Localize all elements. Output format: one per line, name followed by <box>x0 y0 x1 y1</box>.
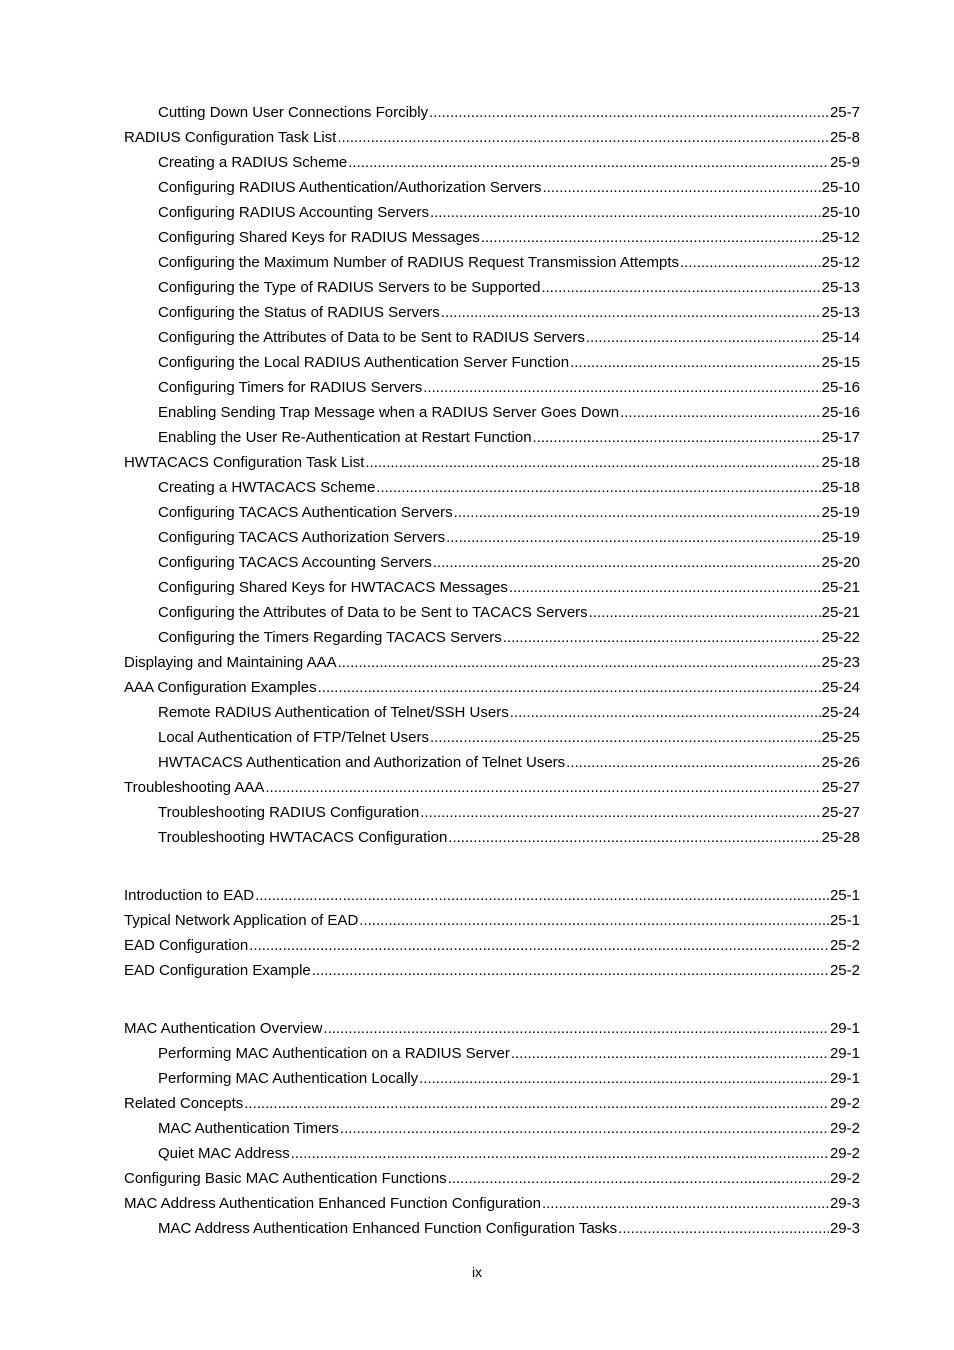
dot-leader <box>541 275 820 300</box>
toc-entry-page: 25-24 <box>821 704 860 721</box>
toc-section <box>124 100 860 850</box>
toc-entry-page: 25-2 <box>829 937 860 954</box>
dot-leader <box>430 725 821 750</box>
toc-entry-title: Configuring the Attributes of Data to be Sent to RADIUS Servers <box>158 329 585 346</box>
toc-entry[interactable] <box>124 933 860 958</box>
toc-entry[interactable] <box>124 825 860 850</box>
dot-leader <box>338 650 821 675</box>
toc-entry-page: 25-18 <box>821 454 860 471</box>
toc-entry-page: 29-1 <box>829 1020 860 1037</box>
toc-entry[interactable] <box>124 1141 860 1166</box>
toc-entry[interactable] <box>124 225 860 250</box>
dot-leader <box>680 250 821 275</box>
toc-entry-page: 29-1 <box>829 1070 860 1087</box>
toc-entry[interactable] <box>124 1041 860 1066</box>
toc-entry-title: Configuring Shared Keys for HWTACACS Messages <box>158 579 508 596</box>
toc-entry-page: 25-22 <box>821 629 860 646</box>
toc-entry[interactable] <box>124 475 860 500</box>
toc-entry[interactable] <box>124 275 860 300</box>
toc-entry-title: MAC Authentication Overview <box>124 1020 323 1037</box>
dot-leader <box>359 908 829 933</box>
dot-leader <box>337 125 829 150</box>
dot-leader <box>481 225 821 250</box>
toc-entry-title: Performing MAC Authentication Locally <box>158 1070 419 1087</box>
dot-leader <box>618 1216 829 1241</box>
dot-leader <box>419 1066 829 1091</box>
toc-entry-page: 25-23 <box>821 654 860 671</box>
toc-entry[interactable] <box>124 250 860 275</box>
toc-entry-page: 25-24 <box>821 679 860 696</box>
toc-entry[interactable] <box>124 600 860 625</box>
toc-entry-title: Configuring Shared Keys for RADIUS Messages <box>158 229 480 246</box>
toc-entry-page: 25-27 <box>821 779 860 796</box>
toc-entry-page: 29-2 <box>829 1145 860 1162</box>
toc-entry-page: 29-2 <box>829 1095 860 1112</box>
dot-leader <box>542 1191 829 1216</box>
dot-leader <box>620 400 821 425</box>
toc-entry-page: 25-12 <box>821 229 860 246</box>
toc-entry[interactable] <box>124 775 860 800</box>
toc-entry-page: 25-8 <box>829 129 860 146</box>
dot-leader <box>291 1141 829 1166</box>
dot-leader <box>249 933 829 958</box>
toc-entry-title: Configuring the Status of RADIUS Servers <box>158 304 440 321</box>
toc-entry-title: Configuring TACACS Authentication Servers <box>158 504 453 521</box>
toc-entry-page: 25-18 <box>821 479 860 496</box>
toc-entry-title: Enabling Sending Trap Message when a RADIUS Server Goes Down <box>158 404 620 421</box>
toc-entry-page: 29-3 <box>829 1220 860 1237</box>
toc-entry-title: Quiet MAC Address <box>158 1145 290 1162</box>
toc-entry-page: 25-9 <box>829 154 860 171</box>
toc-entry[interactable] <box>124 675 860 700</box>
dot-leader <box>420 800 820 825</box>
dot-leader <box>323 1016 829 1041</box>
toc-entry-title: Displaying and Maintaining AAA <box>124 654 337 671</box>
toc-entry-page: 29-3 <box>829 1195 860 1212</box>
toc-entry-title: Configuring TACACS Authorization Servers <box>158 529 446 546</box>
page-number: ix <box>471 1264 483 1280</box>
dot-leader <box>543 175 821 200</box>
toc-entry-title: AAA Configuration Examples <box>124 679 317 696</box>
toc-entry[interactable] <box>124 350 860 375</box>
toc-entry-title: MAC Address Authentication Enhanced Function Configuration <box>124 1195 541 1212</box>
dot-leader <box>255 883 829 908</box>
toc-entry-title: Enabling the User Re-Authentication at Restart Function <box>158 429 532 446</box>
toc-section <box>124 883 860 983</box>
toc-entry[interactable] <box>124 150 860 175</box>
toc-entry-title: Configuring RADIUS Authentication/Authorization Servers <box>158 179 542 196</box>
dot-leader <box>348 150 829 175</box>
dot-leader <box>429 100 829 125</box>
toc-entry-title: Configuring TACACS Accounting Servers <box>158 554 432 571</box>
toc-entry[interactable] <box>124 525 860 550</box>
dot-leader <box>533 425 821 450</box>
toc-entry-page: 29-1 <box>829 1045 860 1062</box>
toc-entry-page: 29-2 <box>829 1120 860 1137</box>
dot-leader <box>318 675 821 700</box>
toc-entry[interactable] <box>124 650 860 675</box>
toc-entry-page: 25-20 <box>821 554 860 571</box>
toc-entry-page: 25-21 <box>821 579 860 596</box>
toc-entry[interactable] <box>124 725 860 750</box>
toc-entry-title: EAD Configuration Example <box>124 962 311 979</box>
dot-leader <box>511 1041 829 1066</box>
toc-entry[interactable] <box>124 1091 860 1116</box>
dot-leader <box>433 550 821 575</box>
toc-entry[interactable] <box>124 100 860 125</box>
toc-entry-title: MAC Authentication Timers <box>158 1120 339 1137</box>
toc-entry-page: 25-10 <box>821 179 860 196</box>
toc-entry[interactable] <box>124 1166 860 1191</box>
toc-entry-page: 25-16 <box>821 379 860 396</box>
toc-entry-page: 25-26 <box>821 754 860 771</box>
toc-entry-page: 25-2 <box>829 962 860 979</box>
toc-entry-title: Troubleshooting RADIUS Configuration <box>158 804 420 821</box>
dot-leader <box>454 500 821 525</box>
toc-entry-page: 25-12 <box>821 254 860 271</box>
toc-entry-title: Cutting Down User Connections Forcibly <box>158 104 429 121</box>
dot-leader <box>340 1116 829 1141</box>
toc-entry-title: Configuring Timers for RADIUS Servers <box>158 379 423 396</box>
dot-leader <box>365 450 820 475</box>
toc-entry-title: Configuring the Maximum Number of RADIUS Request Transmission Attempts <box>158 254 680 271</box>
toc-entry[interactable] <box>124 1191 860 1216</box>
dot-leader <box>423 375 820 400</box>
toc-entry-page: 25-21 <box>821 604 860 621</box>
toc-entry-title: EAD Configuration <box>124 937 249 954</box>
dot-leader <box>503 625 821 650</box>
toc-entry-title: Troubleshooting AAA <box>124 779 265 796</box>
toc-entry-page: 29-2 <box>829 1170 860 1187</box>
toc-entry[interactable] <box>124 400 860 425</box>
dot-leader <box>376 475 820 500</box>
toc-entry-title: Configuring the Timers Regarding TACACS Servers <box>158 629 502 646</box>
dot-leader <box>566 750 820 775</box>
toc-entry-page: 25-7 <box>829 104 860 121</box>
toc-entry[interactable] <box>124 575 860 600</box>
toc-entry[interactable] <box>124 800 860 825</box>
toc-entry[interactable] <box>124 375 860 400</box>
toc-entry-title: Local Authentication of FTP/Telnet Users <box>158 729 429 746</box>
toc-entry-title: Creating a HWTACACS Scheme <box>158 479 376 496</box>
toc-entry-title: Configuring the Type of RADIUS Servers to be Supported <box>158 279 541 296</box>
dot-leader <box>509 575 821 600</box>
toc-entry[interactable] <box>124 175 860 200</box>
toc-entry-title: HWTACACS Configuration Task List <box>124 454 365 471</box>
toc-entry-page: 25-15 <box>821 354 860 371</box>
toc-entry[interactable] <box>124 700 860 725</box>
toc-entry-page: 25-27 <box>821 804 860 821</box>
toc-section <box>124 1016 860 1241</box>
toc-entry[interactable] <box>124 1066 860 1091</box>
dot-leader <box>430 200 821 225</box>
toc-entry[interactable] <box>124 625 860 650</box>
toc-entry-page: 25-10 <box>821 204 860 221</box>
toc-entry-page: 25-19 <box>821 504 860 521</box>
toc-entry-page: 25-13 <box>821 279 860 296</box>
toc-entry-title: Performing MAC Authentication on a RADIUS Server <box>158 1045 510 1062</box>
toc-entry-title: Creating a RADIUS Scheme <box>158 154 348 171</box>
toc-entry[interactable] <box>124 1116 860 1141</box>
toc-entry[interactable] <box>124 200 860 225</box>
toc-entry-page: 25-25 <box>821 729 860 746</box>
toc-entry[interactable] <box>124 1216 860 1241</box>
dot-leader <box>448 825 820 850</box>
toc-entry[interactable] <box>124 325 860 350</box>
toc-entry[interactable] <box>124 500 860 525</box>
toc-entry[interactable] <box>124 425 860 450</box>
dot-leader <box>570 350 821 375</box>
toc-entry[interactable] <box>124 908 860 933</box>
toc-entry-title: Configuring RADIUS Accounting Servers <box>158 204 429 221</box>
toc-entry-title: Remote RADIUS Authentication of Telnet/SSH Users <box>158 704 509 721</box>
table-of-contents <box>124 100 860 1241</box>
toc-entry-title: MAC Address Authentication Enhanced Function Configuration Tasks <box>158 1220 618 1237</box>
toc-entry-title: HWTACACS Authentication and Authorization of Telnet Users <box>158 754 566 771</box>
toc-entry-page: 25-1 <box>829 887 860 904</box>
toc-entry[interactable] <box>124 125 860 150</box>
toc-entry[interactable] <box>124 750 860 775</box>
dot-leader <box>510 700 821 725</box>
toc-entry-title: Troubleshooting HWTACACS Configuration <box>158 829 448 846</box>
toc-entry-title: Configuring the Attributes of Data to be Sent to TACACS Servers <box>158 604 588 621</box>
dot-leader <box>446 525 821 550</box>
toc-entry-title: Configuring Basic MAC Authentication Functions <box>124 1170 447 1187</box>
toc-entry-title: Configuring the Local RADIUS Authentication Server Function <box>158 354 570 371</box>
toc-entry[interactable] <box>124 883 860 908</box>
dot-leader <box>265 775 820 800</box>
dot-leader <box>441 300 821 325</box>
toc-entry-page: 25-28 <box>821 829 860 846</box>
toc-entry-page: 25-1 <box>829 912 860 929</box>
dot-leader <box>312 958 829 983</box>
toc-entry-page: 25-14 <box>821 329 860 346</box>
toc-entry-page: 25-13 <box>821 304 860 321</box>
toc-entry-title: Introduction to EAD <box>124 887 255 904</box>
dot-leader <box>244 1091 829 1116</box>
dot-leader <box>589 600 821 625</box>
toc-entry-title: Related Concepts <box>124 1095 244 1112</box>
toc-entry[interactable] <box>124 1016 860 1041</box>
toc-entry-page: 25-17 <box>821 429 860 446</box>
toc-entry-page: 25-16 <box>821 404 860 421</box>
toc-entry[interactable] <box>124 300 860 325</box>
toc-entry[interactable] <box>124 550 860 575</box>
dot-leader <box>586 325 821 350</box>
toc-entry-page: 25-19 <box>821 529 860 546</box>
toc-entry[interactable] <box>124 450 860 475</box>
toc-entry[interactable] <box>124 958 860 983</box>
dot-leader <box>448 1166 829 1191</box>
toc-entry-title: RADIUS Configuration Task List <box>124 129 337 146</box>
toc-entry-title: Typical Network Application of EAD <box>124 912 359 929</box>
